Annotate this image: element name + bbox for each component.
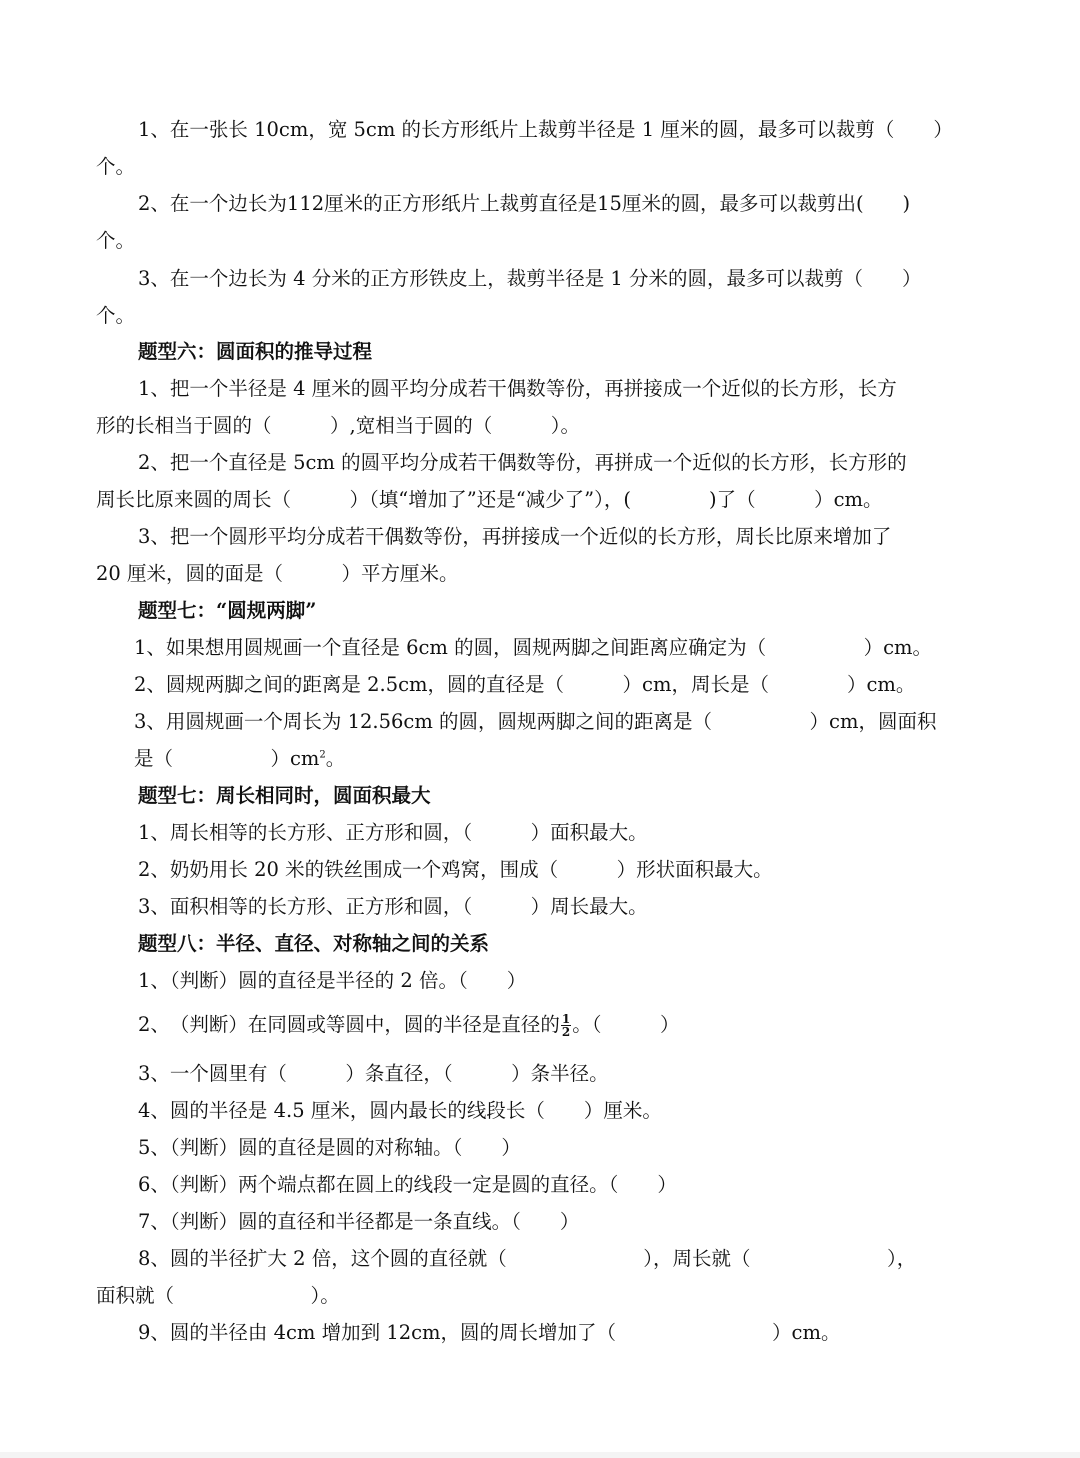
q8-4: 4、圆的半径是 4.5 厘米，圆内最长的线段长（ ）厘米。 (138, 1099, 662, 1122)
q8-7: 7、（判断）圆的直径和半径都是一条直线。（ ） (138, 1210, 580, 1233)
section-8-heading: 题型八：半径、直径、对称轴之间的关系 (138, 932, 490, 955)
fraction-numerator: 1 (561, 1012, 571, 1026)
q6-2-line2: 周长比原来圆的周长（ ）（填“增加了”还是“减少了”），( )了（ ）cm。 (96, 488, 883, 511)
one-half-fraction (561, 1013, 571, 1038)
q8-6: 6、（判断）两个端点都在圆上的线段一定是圆的直径。（ ） (138, 1173, 677, 1196)
q8-8-line1: 8、圆的半径扩大 2 倍，这个圆的直径就（ ），周长就（ ）， (138, 1247, 917, 1270)
section-7a-heading: 题型七：“圆规两脚” (138, 599, 317, 622)
q8-5: 5、（判断）圆的直径是圆的对称轴。（ ） (138, 1136, 521, 1159)
q6-3-line2: 20 厘米，圆的面是（ ）平方厘米。 (96, 562, 459, 585)
q7a-2: 2、圆规两脚之间的距离是 2.5cm，圆的直径是（ ）cm，周长是（ ）cm。 (134, 673, 916, 696)
q5-3-line1: 3、在一个边长为 4 分米的正方形铁皮上，裁剪半径是 1 分米的圆，最多可以裁剪（ ） (138, 267, 922, 290)
q8-9: 9、圆的半径由 4cm 增加到 12cm，圆的周长增加了（ ）cm。 (138, 1321, 841, 1344)
page-bottom-edge (0, 1452, 1080, 1458)
q5-1-line2: 个。 (96, 155, 136, 178)
q8-1: 1、（判断）圆的直径是半径的 2 倍。（ ） (138, 969, 527, 992)
q5-2-line1: 2、在一个边长为112厘米的正方形纸片上裁剪直径是15厘米的圆，最多可以裁剪出( ) (138, 192, 911, 215)
q6-1-line1: 1、把一个半径是 4 厘米的圆平均分成若干偶数等份，再拼接成一个近似的长方形，长方 (138, 377, 897, 400)
q8-2-text: 2、 （判断）在同圆或等圆中，圆的半径是直径的 (138, 1013, 560, 1036)
q5-2-line2: 个。 (96, 229, 136, 252)
q7b-1: 1、周长相等的长方形、正方形和圆，（ ）面积最大。 (138, 821, 648, 844)
q8-2 (138, 1010, 986, 1040)
q5-3-line2: 个。 (96, 304, 136, 327)
q7b-3: 3、面积相等的长方形、正方形和圆，（ ）周长最大。 (138, 895, 648, 918)
fraction-denominator: 2 (561, 1025, 571, 1039)
q7a-3-line1: 3、用圆规画一个周长为 12.56cm 的圆，圆规两脚之间的距离是（ ）cm，圆面积 (134, 710, 937, 733)
q5-1-line1: 1、在一张长 10cm，宽 5cm 的长方形纸片上裁剪半径是 1 厘米的圆，最多可以裁剪（ ） (138, 118, 953, 141)
squared-superscript: 2 (319, 749, 326, 761)
q7a-3-line2-end: 。 (325, 747, 346, 770)
q7a-1: 1、如果想用圆规画一个直径是 6cm 的圆，圆规两脚之间距离应确定为（ ）cm。 (134, 636, 933, 659)
q8-3: 3、一个圆里有（ ）条直径，（ ）条半径。 (138, 1062, 609, 1085)
q6-1-line2: 形的长相当于圆的（ ）,宽相当于圆的（ ）。 (96, 414, 580, 437)
q6-3-line1: 3、把一个圆形平均分成若干偶数等份，再拼接成一个近似的长方形，周长比原来增加了 (138, 525, 892, 548)
section-7b-heading: 题型七：周长相同时，圆面积最大 (138, 784, 431, 807)
q8-8-line2: 面积就（ ）。 (96, 1284, 340, 1307)
section-6-heading: 题型六：圆面积的推导过程 (138, 340, 373, 363)
q7a-3-line2-text: 是（ ）cm (134, 747, 320, 770)
q8-2-end: 。（ ） (572, 1013, 680, 1036)
q7b-2: 2、奶奶用长 20 米的铁丝围成一个鸡窝，围成（ ）形状面积最大。 (138, 858, 773, 881)
q6-2-line1: 2、把一个直径是 5cm 的圆平均分成若干偶数等份，再拼成一个近似的长方形，长方形的 (138, 451, 907, 474)
q7a-3-line2 (134, 744, 982, 774)
